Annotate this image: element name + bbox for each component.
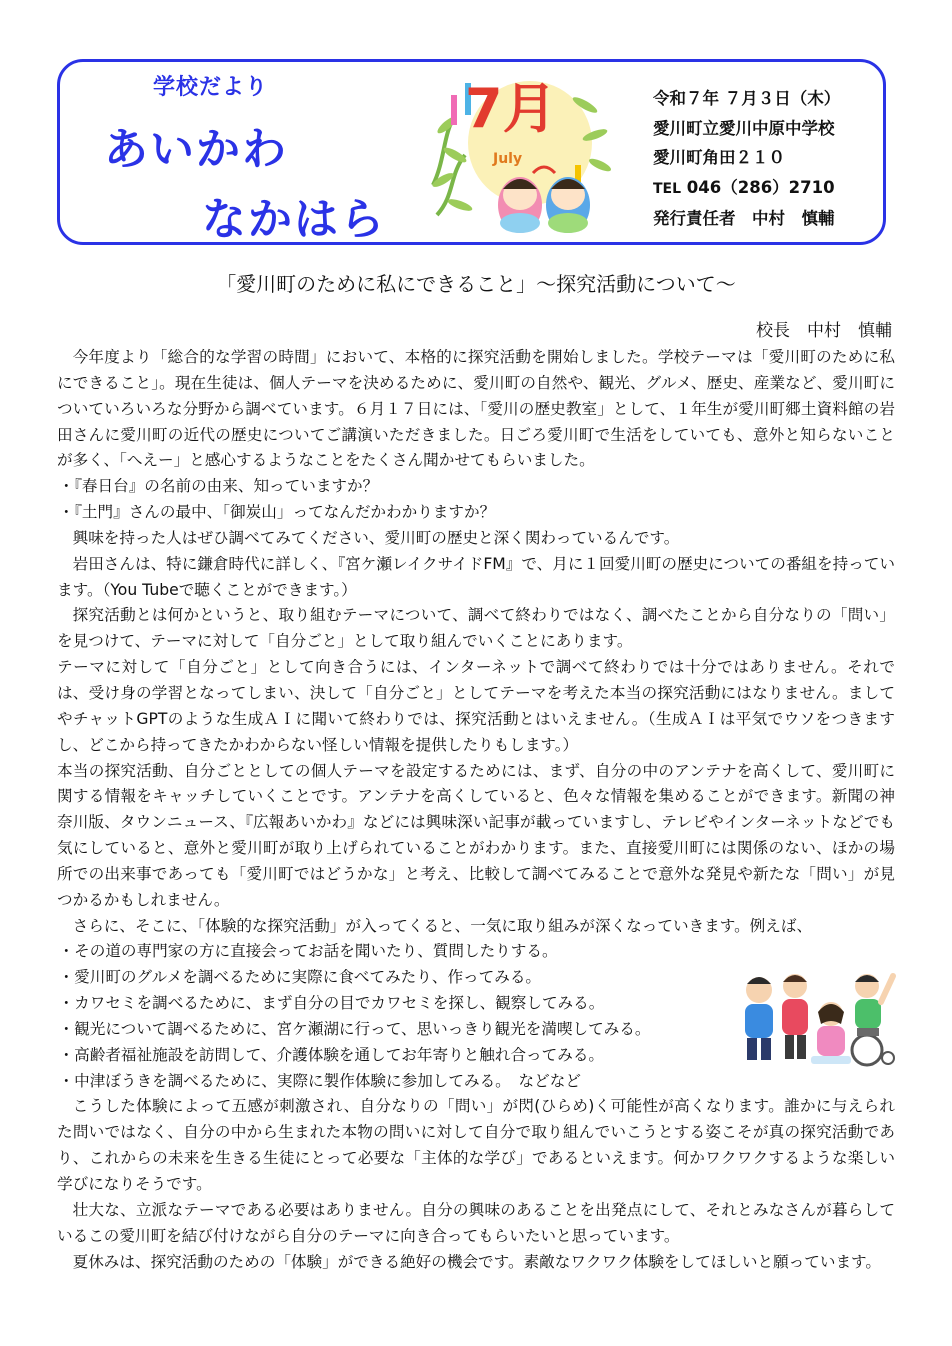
article-paragraph: テーマに対して「自分ごと」として向き合うには、インターネットで調べて終わりでは十分ではありません。それでは、受け身の学習となってしまい、決して「自分ごと」としてテーマを考えた本当の探究活動にはなりません。ましてやチャットGPTのような生成ＡＩに聞いて終わりでは、探究活動とはいえません。（生成ＡＩは平気でウソをつきますし、どこから持ってきたかわからない怪しい情報を提供したりもします。） xyxy=(57,658,895,754)
issue-date: 令和７年 ７月３日（木） xyxy=(653,89,841,108)
article-bullet: ・高齢者福祉施設を訪問して、介護体験を通してお年寄りと触れ合ってみる。 xyxy=(58,1045,605,1064)
article-paragraph: 興味を持った人はぜひ調べてみてください、愛川町の歴史と深く関わっているんです。 xyxy=(72,528,680,547)
school-name: 愛川町立愛川中原中学校 xyxy=(653,118,835,138)
article-paragraph: 本当の探究活動、自分ごととしての個人テーマを設定するためには、まず、自分の中のアンテナを高くして、愛川町に関する情報をキャッチしていくことです。アンテナを高くしていると、色々な情報を集めることができます。新聞の神奈川版、タウンニュース、『広報あいかわ』などには興味深い記事が載っていますし、テレビやインターネットなどでも気にしていると、意外と愛川町が取り上げられていることがわかります。また、直接愛川町には関係のない、ほかの場所での出来事であっても「愛川町ではどうかな」と考え、比較して調べてみることで意外な発見や新たな「問い」が見つかるかもしれません。 xyxy=(57,761,895,909)
article-bullet: ・その道の専門家の方に直接会ってお話を聞いたり、質問したりする。 xyxy=(58,942,558,961)
newsletter-kicker: 学校だより xyxy=(153,75,269,100)
article-bullet: ・中津ぼうきを調べるために、実際に製作体験に参加してみる。 などなど xyxy=(58,1071,581,1090)
article-headline: 「愛川町のために私にできること」～探究活動について～ xyxy=(216,272,736,296)
article-paragraph: こうした体験によって五感が刺激され、自分なりの「問い」が閃(ひらめ)く可能性が高くなります。誰かに与えられた問いではなく、自分の中から生まれた本物の問いに対して自分で取り組んでいこうとする姿こそが真の探究活動であり、これからの未来を生きる生徒にとって必要な「主体的な学び」であるといえます。何かワクワクするような楽しい学びになりそうです。 xyxy=(57,1097,895,1193)
article-body xyxy=(57,345,895,1275)
article-bullet: ・『土門』さんの最中、「御炭山」ってなんだかわかりますか？ xyxy=(58,503,496,522)
article-bullet: ・愛川町のグルメを調べるために実際に食べてみたり、作ってみる。 xyxy=(58,968,542,987)
article-bullet: ・『春日台』の名前の由来、知っていますか？ xyxy=(58,477,379,496)
article-bullet: ・カワセミを調べるために、まず自分の目でカワセミを探し、観察してみる。 xyxy=(58,994,605,1013)
article-paragraph: 探究活動とは何かというと、取り組むテーマについて、調べて終わりではなく、調べたことから自分なりの「問い」を見つけて、テーマに対して「自分ごと」として取り組んでいくことにあります。 xyxy=(57,606,895,651)
newsletter-title-line1: あいかわ xyxy=(104,124,288,175)
newsletter-title-line2: なかはら xyxy=(202,194,386,245)
emblem-month: 7月 xyxy=(465,77,557,140)
publisher: 発行責任者 中村 慎輔 xyxy=(653,209,835,228)
article-paragraph: 夏休みは、探究活動のための「体験」ができる絶好の機会です。素敵なワクワク体験をしてほしいと願っています。 xyxy=(72,1252,881,1271)
article-paragraph: 壮大な、立派なテーマである必要はありません。自分の興味のあることを出発点にして、それとみなさんが暮らしているこの愛川町を結び付けながら自分のテーマに向き合ってもらいたいと思っています。 xyxy=(57,1200,895,1245)
emblem-month-en: July xyxy=(493,151,523,167)
article-byline: 校長 中村 慎輔 xyxy=(756,321,892,341)
article-paragraph: 岩田さんは、特に鎌倉時代に詳しく、『宮ケ瀬レイクサイドFM』で、月に１回愛川町の歴史についての番組を持っています。（You Tubeで聴くことができます。） xyxy=(57,554,895,599)
school-address: 愛川町角田２１０ xyxy=(653,148,785,167)
masthead-info xyxy=(653,84,840,234)
article-paragraph: さらに、そこに、「体験的な探究活動」が入ってくると、一気に取り組みが深くなっていきます。例えば、 xyxy=(72,916,813,935)
tel-number: 046（286）2710 xyxy=(686,177,835,197)
people-group-icon xyxy=(737,962,897,1068)
tel-label: TEL xyxy=(653,180,682,197)
tanabata-july-icon xyxy=(425,65,615,243)
school-phone xyxy=(653,173,840,205)
article-bullet: ・観光について調べるために、宮ケ瀬湖に行って、思いっきり観光を満喫してみる。 xyxy=(58,1019,651,1038)
article-paragraph: 今年度より「総合的な学習の時間」において、本格的に探究活動を開始しました。学校テーマは「愛川町のために私にできること」。現在生徒は、個人テーマを決めるために、愛川町の自然や、観光、グルメ、歴史、産業など、愛川町についていろいろな分野から調べています。６月１７日には、「愛川の歴史教室」として、１年生が愛川町郷土資料館の岩田さんに愛川町の近代の歴史についてご講演いただきました。日ごろ愛川町で生活をしていても、意外と知らないことが多く、「へえー」と感心するようなことをたくさん聞かせてもらいました。 xyxy=(57,348,895,470)
